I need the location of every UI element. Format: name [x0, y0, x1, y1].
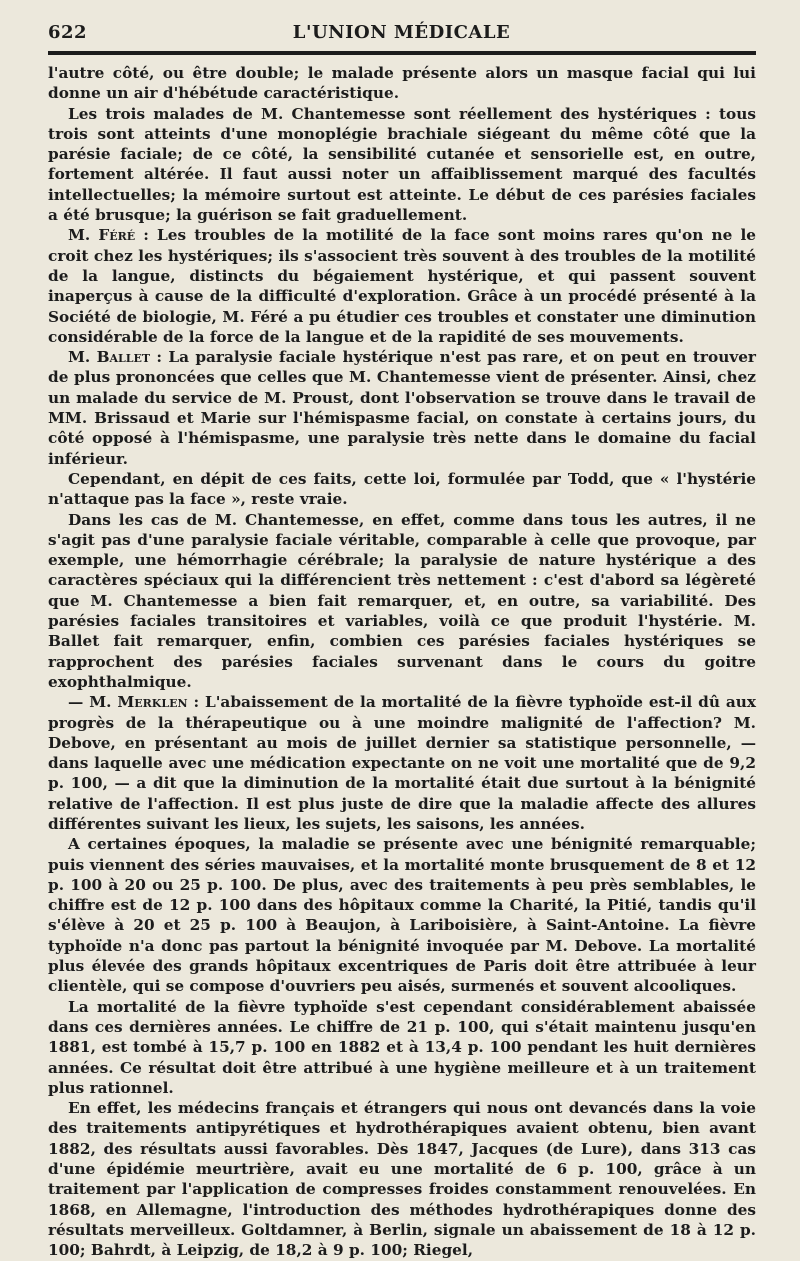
paragraph	[48, 347, 756, 469]
body-text	[48, 63, 756, 1261]
paragraph	[48, 63, 756, 104]
paragraph-text: Cependant, en dépit de ces faits, cette loi, formulée par Todd, que « l'hystérie n'attaque pas la face », reste vraie.	[48, 469, 756, 509]
paragraph	[48, 692, 756, 834]
page-header	[48, 22, 756, 43]
paragraph-text: A certaines époques, la maladie se présente avec une bénignité remarquable; puis viennent des séries mauvaises, et la mortalité monte brusquement de 8 et 12 p. 100 à 20 ou 25 p. 100. De plus, avec des traitements à peu près semblables, le chiffre est de 12 p. 100 dans des hôpitaux comme la Charité, la Pitié, tandis qu'il s'élève à 20 et 25 p. 100 à Beaujon, à Lariboisière, à Saint-Antoine. La fièvre typhoïde n'a donc pas partout la bénignité invoquée par M. Debove. La mortalité plus élevée des grands hôpitaux excentriques de Paris doit être attribuée à leur clientèle, qui se compose d'ouvriers peu aisés, surmenés et souvent alcooliques.	[48, 835, 756, 996]
paragraph-text: En effet, les médecins français et étrangers qui nous ont devancés dans la voie des traitements antipyrétiques et hydrothérapiques avaient obtenu, bien avant 1882, des résultats aussi favorables. Dès 1847, Jacques (de Lure), dans 313 cas d'une épidémie meurtrière, avait eu une mortalité de 6 p. 100, grâce à un traitement par l'application de compresses froides constamment renouvelées. En 1868, en Allemagne, l'introduction des méthodes hydrothérapiques donne des résultats merveilleux. Goltdamner, à Berlin, signale un abaissement de 18 à 12 p. 100; Bahrdt, à Leipzig, de 18,2 à 9 p. 100; Riegel,	[48, 1099, 756, 1260]
paragraph	[48, 997, 756, 1098]
speaker-name: M. Féré	[68, 226, 136, 245]
page-number: 622	[48, 22, 88, 43]
paragraph-text: : L'abaissement de la mortalité de la fièvre typhoïde est-il dû aux progrès de la thérapeutique ou à une moindre malignité de l'affection? M. Debove, en présentant au mois de juillet dernier sa statistique personnelle, — dans laquelle avec une médication expectante on ne voit une mortalité que de 9,2 p. 100, — a dit que la diminution de la mortalité était due surtout à la bénignité relative de l'affection. Il est plus juste de dire que la maladie affecte des allures différentes suivant les lieux, les sujets, les saisons, les années.	[48, 693, 756, 833]
running-title: L'UNION MÉDICALE	[292, 22, 511, 43]
paragraph	[48, 834, 756, 996]
header-rule	[48, 51, 756, 55]
paragraph	[48, 1098, 756, 1260]
paragraph	[48, 510, 756, 693]
paragraph	[48, 469, 756, 510]
paragraph-text: Les trois malades de M. Chantemesse sont réellement des hystériques : tous trois sont atteints d'une monoplégie brachiale siégeant du même côté que la parésie faciale; de ce côté, la sensibilité cutanée et sensorielle est, en outre, fortement altérée. Il faut aussi noter un affaiblissement marqué des facultés intellectuelles; la mémoire surtout est atteinte. Le début de ces parésies faciales a été brusque; la guérison se fait graduellement.	[48, 104, 756, 225]
paragraph-text: : Les troubles de la motilité de la face sont moins rares qu'on ne le croit chez les hystériques; ils s'associent très souvent à des troubles de la motilité de la langue, distincts du bégaiement hystérique, et qui passent souvent inaperçus à cause de la difficulté d'exploration. Grâce à un procédé présenté à la Société de biologie, M. Féré a pu étudier ces troubles et constater une diminution considérable de la force de la langue et de la rapidité de ses mouvements.	[48, 226, 756, 346]
paragraph-text: Dans les cas de M. Chantemesse, en effet, comme dans tous les autres, il ne s'agit pas d'une paralysie faciale véritable, comparable à celle que provoque, par exemple, une hémorrhagie cérébrale; la paralysie de nature hystérique a des caractères spéciaux qui la différencient très nettement : c'est d'abord sa légèreté que M. Chantemesse a bien fait remarquer, et, en outre, sa variabilité. Des parésies faciales transitoires et variables, voilà ce que produit l'hystérie. M. Ballet fait remarquer, enfin, combien ces parésies faciales hystériques se rapprochent des parésies faciales survenant dans le cours du goitre exophthalmique.	[48, 510, 756, 691]
paragraph	[48, 104, 756, 226]
paragraph-text: La mortalité de la fièvre typhoïde s'est cependant considérablement abaissée dans ces dernières années. Le chiffre de 21 p. 100, qui s'était maintenu jusqu'en 1881, est tombé à 15,7 p. 100 en 1882 et à 13,4 p. 100 pendant les huit dernières années. Ce résultat doit être attribué à une hygiène meilleure et à un traitement plus rationnel.	[48, 997, 756, 1097]
speaker-name: M. Ballet	[68, 348, 151, 367]
speaker-name: — M. Merklen	[68, 693, 188, 712]
paragraph-text: l'autre côté, ou être double; le malade présente alors un masque facial qui lui donne un air d'hébétude caractéristique.	[48, 64, 756, 103]
paragraph	[48, 225, 756, 347]
paragraph-text: : La paralysie faciale hystérique n'est pas rare, et on peut en trouver de plus prononcées que celles que M. Chantemesse vient de présenter. Ainsi, chez un malade du service de M. Proust, dont l'observation se trouve dans le travail de MM. Brissaud et Marie sur l'hémispasme facial, on constate à certains jours, du côté opposé à l'hémispasme, une paralysie très nette dans le domaine du facial inférieur.	[48, 348, 756, 468]
